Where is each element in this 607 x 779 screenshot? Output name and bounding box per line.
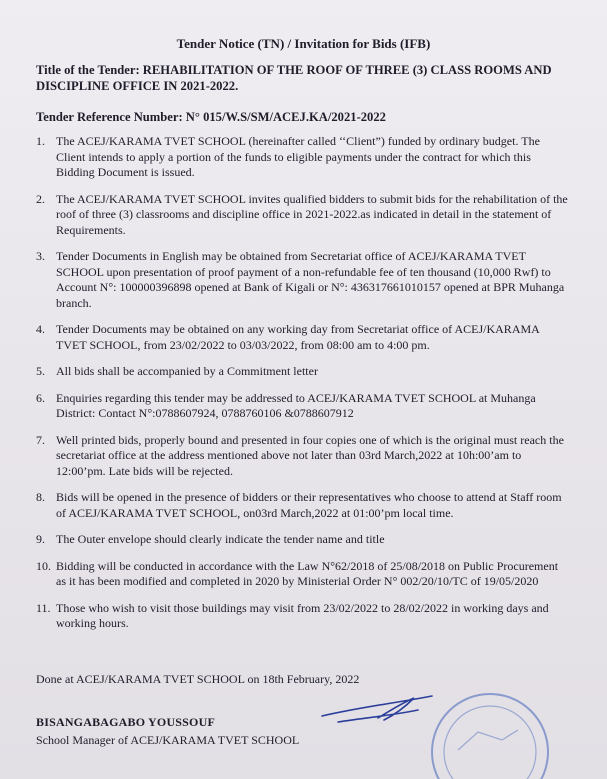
- item-number: 5.: [36, 364, 45, 378]
- notice-items-list: [36, 134, 568, 643]
- list-item: [36, 134, 568, 181]
- item-text: Enquiries regarding this tender may be addressed to ACEJ/KARAMA TVET SCHOOL at Muhanga District: Contact N°:0788607924, 0788760106 &0788607912: [56, 390, 536, 420]
- list-item: [36, 322, 568, 353]
- item-number: 2.: [36, 191, 45, 206]
- list-item: [36, 490, 568, 521]
- school-stamp: [418, 692, 568, 779]
- list-item: [36, 391, 568, 422]
- item-number: 6.: [36, 390, 45, 405]
- item-text: The ACEJ/KARAMA TVET SCHOOL invites qualified bidders to submit bids for the rehabilitation of the roof of three (3) classrooms and discipline office in 2021-2022.as indicated in detail in the statement of Requirements.: [56, 191, 568, 237]
- list-item: [36, 532, 568, 548]
- item-text: Those who wish to visit those buildings may visit from 23/02/2022 to 28/02/2022 in working days and working hours.: [56, 600, 549, 630]
- list-item: [36, 364, 568, 380]
- item-number: 4.: [36, 322, 45, 336]
- tender-title: Title of the Tender: REHABILITATION OF THE ROOF OF THREE (3) CLASS ROOMS AND DISCIPLINE OFFICE IN 2021-2022.: [36, 63, 552, 93]
- item-text: Tender Documents may be obtained on any working day from Secretariat office of ACEJ/KARAMA TVET SCHOOL, from 23/02/2022 to 03/03/2022, from 08:00 am to 4:00 pm.: [56, 322, 540, 352]
- item-text: Bidding will be conducted in accordance with the Law N°62/2018 of 25/08/2018 on Public Procurement as it has been modified and completed in 2020 by Ministerial Order N° 002/20/10/TC of 19/05/2020: [56, 558, 559, 588]
- list-item: [36, 249, 568, 311]
- item-number: 10.: [36, 558, 51, 573]
- list-item: [36, 559, 568, 590]
- tender-reference: Tender Reference Number: N° 015/W.S/SM/ACEJ.KA/2021-2022: [36, 110, 386, 124]
- list-item: [36, 601, 568, 632]
- list-item: [36, 192, 568, 239]
- signatory-name: BISANGABAGABO YOUSSOUF: [36, 715, 215, 729]
- item-number: 7.: [36, 432, 45, 447]
- item-text: Tender Documents in English may be obtained from Secretariat office of ACEJ/KARAMA TVET SCHOOL upon presentation of proof payment of a non-refundable fee of ten thousand (10,000 Rwf) to Account N°: 100000396898 opened at Bank of Kigali or N°: 436317661010157 opened at BPR Muhanga branch.: [56, 249, 565, 310]
- item-number: 11.: [36, 600, 51, 615]
- page-title: Tender Notice (TN) / Invitation for Bids (IFB): [176, 36, 431, 51]
- done-at-line: Done at ACEJ/KARAMA TVET SCHOOL on 18th February, 2022: [36, 672, 360, 686]
- item-text: Bids will be opened in the presence of bidders or their representatives who choose to attend at Staff room of ACEJ/KARAMA TVET SCHOOL, on03rd March,2022 at 01:00’pm local time.: [56, 490, 562, 520]
- signatory-role: School Manager of ACEJ/KARAMA TVET SCHOOL: [36, 733, 300, 747]
- item-text: The Outer envelope should clearly indicate the tender name and title: [56, 532, 385, 546]
- item-number: 3.: [36, 249, 45, 263]
- list-item: [36, 433, 568, 480]
- item-text: The ACEJ/KARAMA TVET SCHOOL (hereinafter called ‘‘Client”) funded by ordinary budget. The Client intends to apply a portion of the funds to eligible payments under the contract for which this Bidding Document is issued.: [56, 134, 540, 179]
- item-text: Well printed bids, properly bound and presented in four copies one of which is the original must reach the secretariat office at the address mentioned above not later than 03rd March,2022 at 10h:00’am to 12:00’pm. Late bids will be rejected.: [56, 432, 564, 478]
- item-number: 8.: [36, 490, 45, 504]
- item-number: 1.: [36, 134, 45, 148]
- item-text: All bids shall be accompanied by a Commitment letter: [56, 364, 318, 378]
- item-number: 9.: [36, 532, 45, 546]
